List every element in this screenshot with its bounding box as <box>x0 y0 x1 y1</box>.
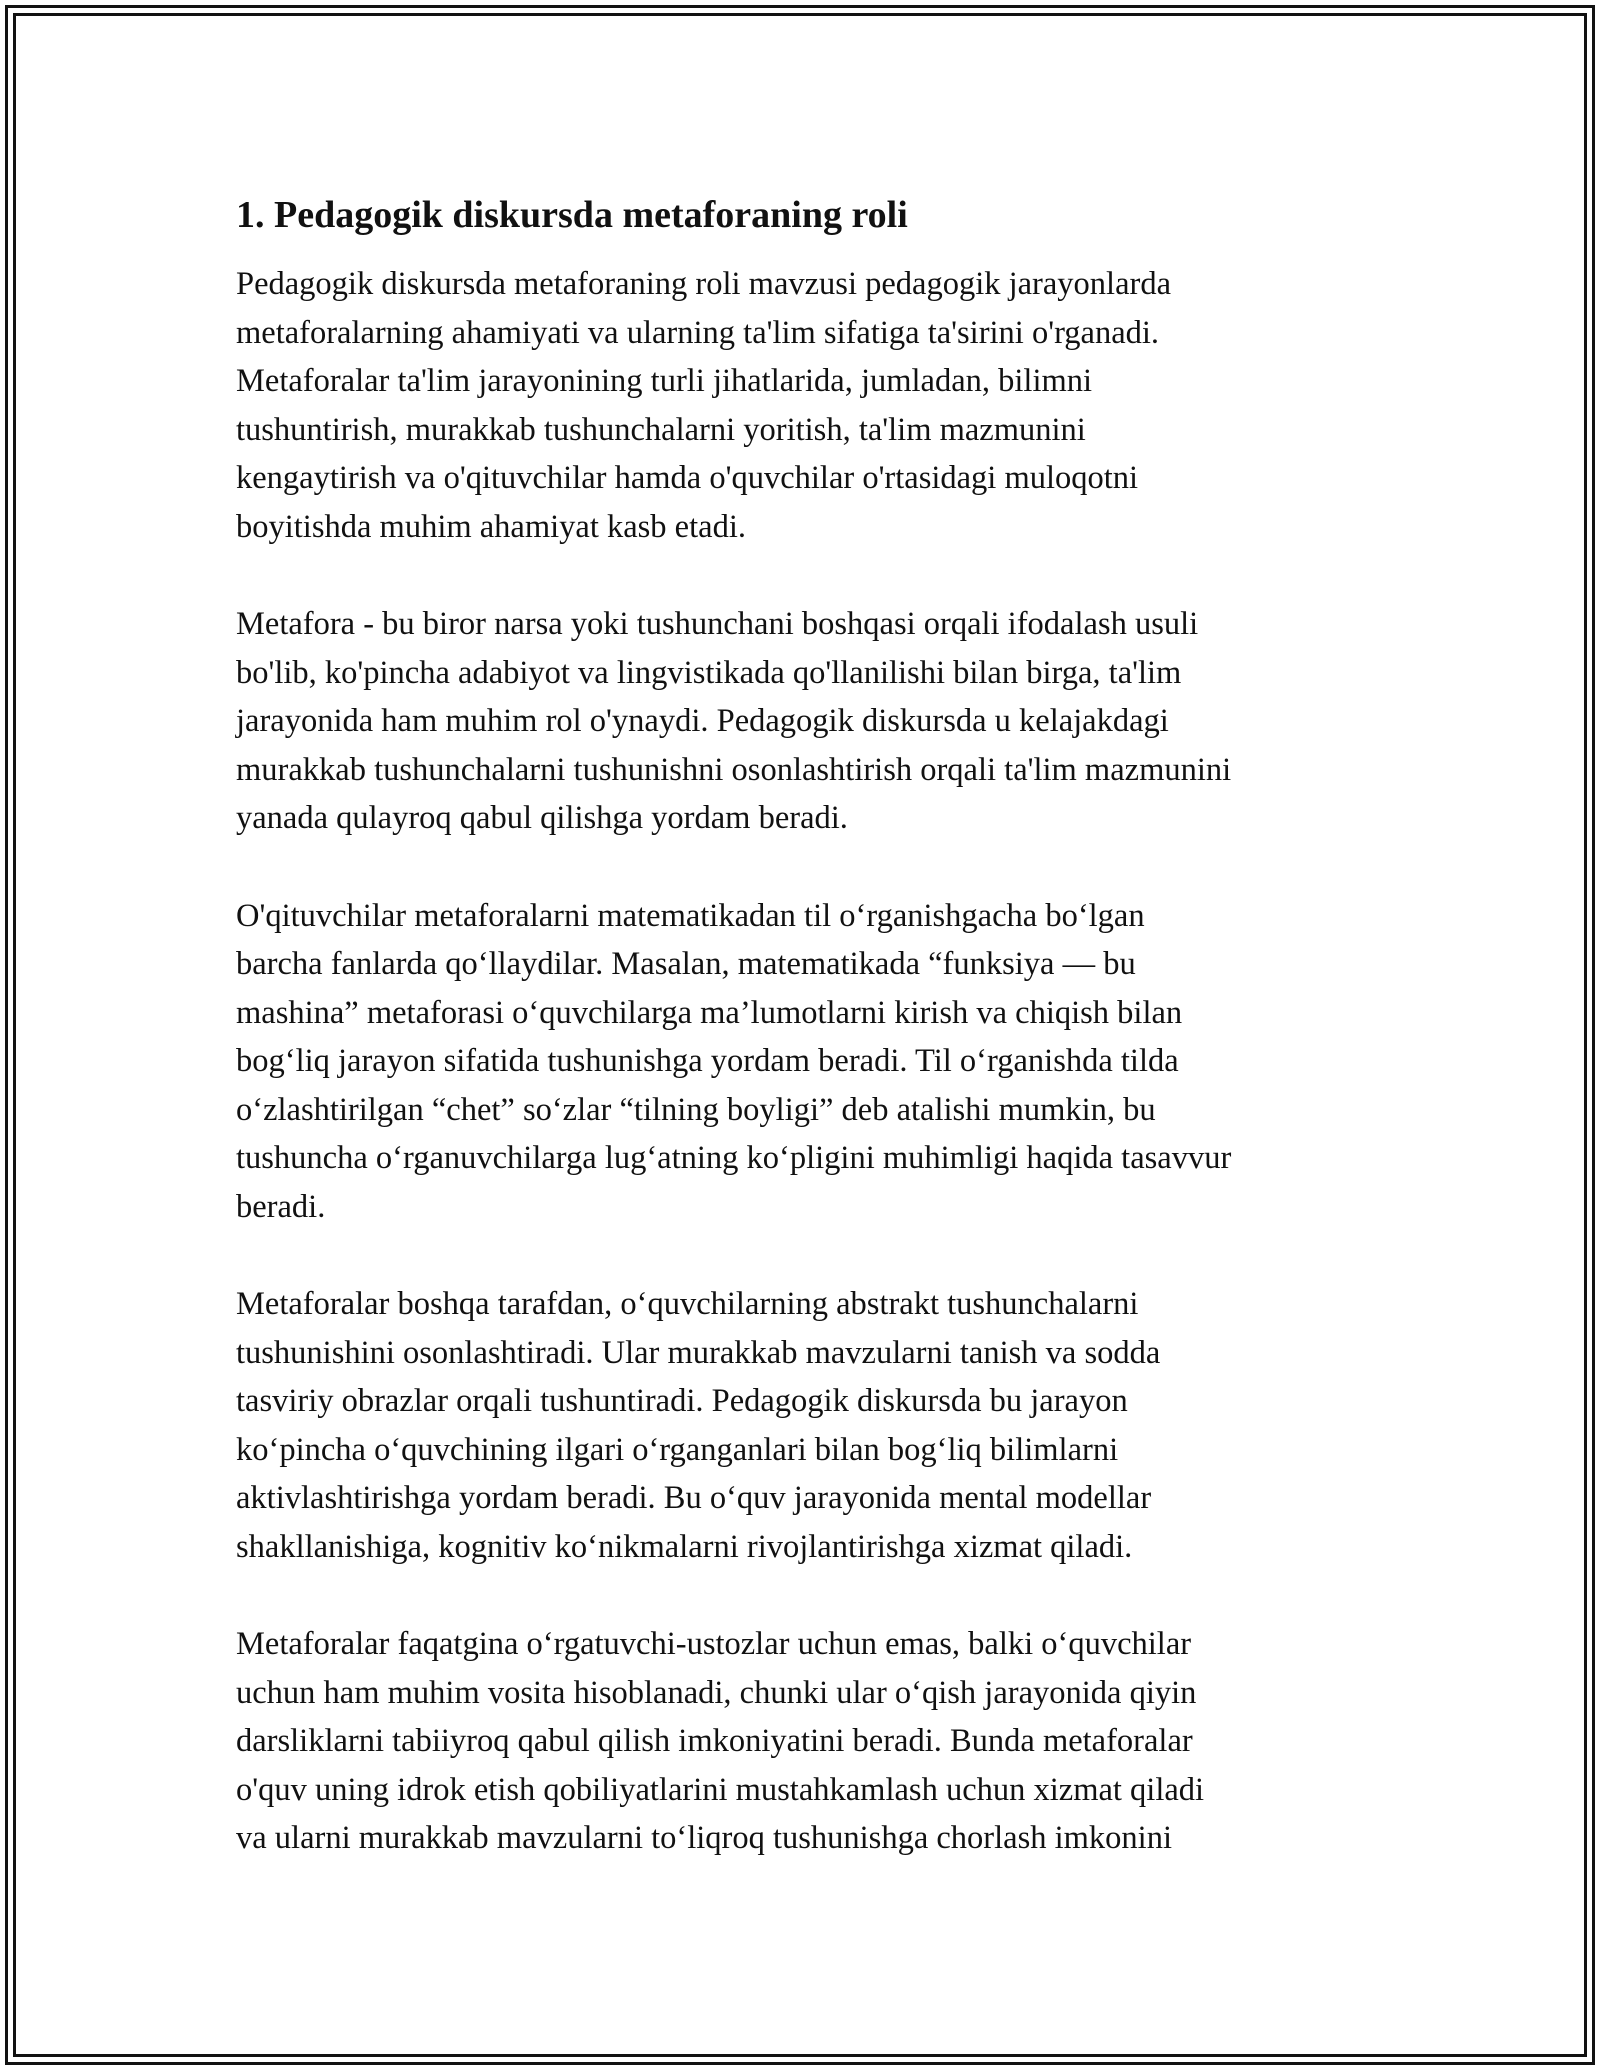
text-line: o‘zlashtirilgan “chet” so‘zlar “tilning boyligi” deb atalishi mumkin, bu <box>236 1091 1156 1128</box>
paragraph-4 <box>236 1280 1366 1571</box>
text-line: murakkab tushunchalarni tushunishni osonlashtirish orqali ta'lim mazmunini <box>236 751 1232 788</box>
text-line: kengaytirish va o'qituvchilar hamda o'quvchilar o'rtasidagi muloqotni <box>236 460 1139 496</box>
text-line: jarayonida ham muhim rol o'ynaydi. Pedagogik diskursda u kelajakdagi <box>236 703 1169 739</box>
document-body <box>236 190 1366 1912</box>
text-line: Metaforalar ta'lim jarayonining turli jihatlarida, jumladan, bilimni <box>236 363 1093 399</box>
text-line: O'qituvchilar metaforalarni matematikadan til o‘rganishgacha bo‘lgan <box>236 897 1145 934</box>
text-line: ko‘pincha o‘quvchining ilgari o‘rganganlari bilan bog‘liq bilimlarni <box>236 1431 1119 1468</box>
text-line: aktivlashtirishga yordam beradi. Bu o‘quv jarayonida mental modellar <box>236 1480 1152 1516</box>
text-line: tushuntirish, murakkab tushunchalarni yoritish, ta'lim mazmunini <box>236 411 1086 448</box>
text-line: bo'lib, ko'pincha adabiyot va lingvistikada qo'llanilishi bilan birga, ta'lim <box>236 654 1182 691</box>
paragraph-5 <box>236 1620 1366 1863</box>
paragraph-2 <box>236 600 1366 843</box>
text-line: yanada qulayroq qabul qilishga yordam beradi. <box>236 800 848 836</box>
text-line: beradi. <box>236 1188 326 1225</box>
text-line: tushuncha o‘rganuvchilarga lug‘atning ko‘pligini muhimligi haqida tasavvur <box>236 1140 1232 1176</box>
text-line: o'quv uning idrok etish qobiliyatlarini mustahkamlash uchun xizmat qiladi <box>236 1771 1205 1808</box>
text-line: bog‘liq jarayon sifatida tushunishga yordam beradi. Til o‘rganishda tilda <box>236 1043 1179 1079</box>
text-line: metaforalarning ahamiyati va ularning ta'lim sifatiga ta'sirini o'rganadi. <box>236 314 1160 351</box>
text-line: Pedagogik diskursda metaforaning roli mavzusi pedagogik jarayonlarda <box>236 266 1172 302</box>
text-line: barcha fanlarda qo‘llaydilar. Masalan, matematikada “funksiya — bu <box>236 946 1136 982</box>
text-line: Metaforalar boshqa tarafdan, o‘quvchilarning abstrakt tushunchalarni <box>236 1286 1139 1322</box>
paragraph-3 <box>236 892 1366 1232</box>
text-line: mashina” metaforasi o‘quvchilarga ma’lumotlarni kirish va chiqish bilan <box>236 994 1183 1031</box>
text-line: boyitishda muhim ahamiyat kasb etadi. <box>236 508 746 545</box>
paragraph-1 <box>236 260 1366 551</box>
text-line: shakllanishiga, kognitiv ko‘nikmalarni rivojlantirishga xizmat qiladi. <box>236 1528 1133 1565</box>
text-line: Metafora - bu biror narsa yoki tushunchani boshqasi orqali ifodalash usuli <box>236 606 1199 642</box>
section-heading: 1. Pedagogik diskursda metaforaning roli <box>236 194 908 236</box>
text-line: uchun ham muhim vosita hisoblanadi, chunki ular o‘qish jarayonida qiyin <box>236 1674 1197 1711</box>
text-line: darsliklarni tabiiyroq qabul qilish imkoniyatini beradi. Bunda metaforalar <box>236 1723 1193 1759</box>
text-line: tasviriy obrazlar orqali tushuntiradi. Pedagogik diskursda bu jarayon <box>236 1383 1128 1419</box>
text-line: va ularni murakkab mavzularni to‘liqroq tushunishga chorlash imkonini <box>236 1820 1172 1856</box>
text-line: Metaforalar faqatgina o‘rgatuvchi-ustozlar uchun emas, balki o‘quvchilar <box>236 1626 1192 1662</box>
text-line: tushunishini osonlashtiradi. Ular murakkab mavzularni tanish va sodda <box>236 1334 1161 1371</box>
